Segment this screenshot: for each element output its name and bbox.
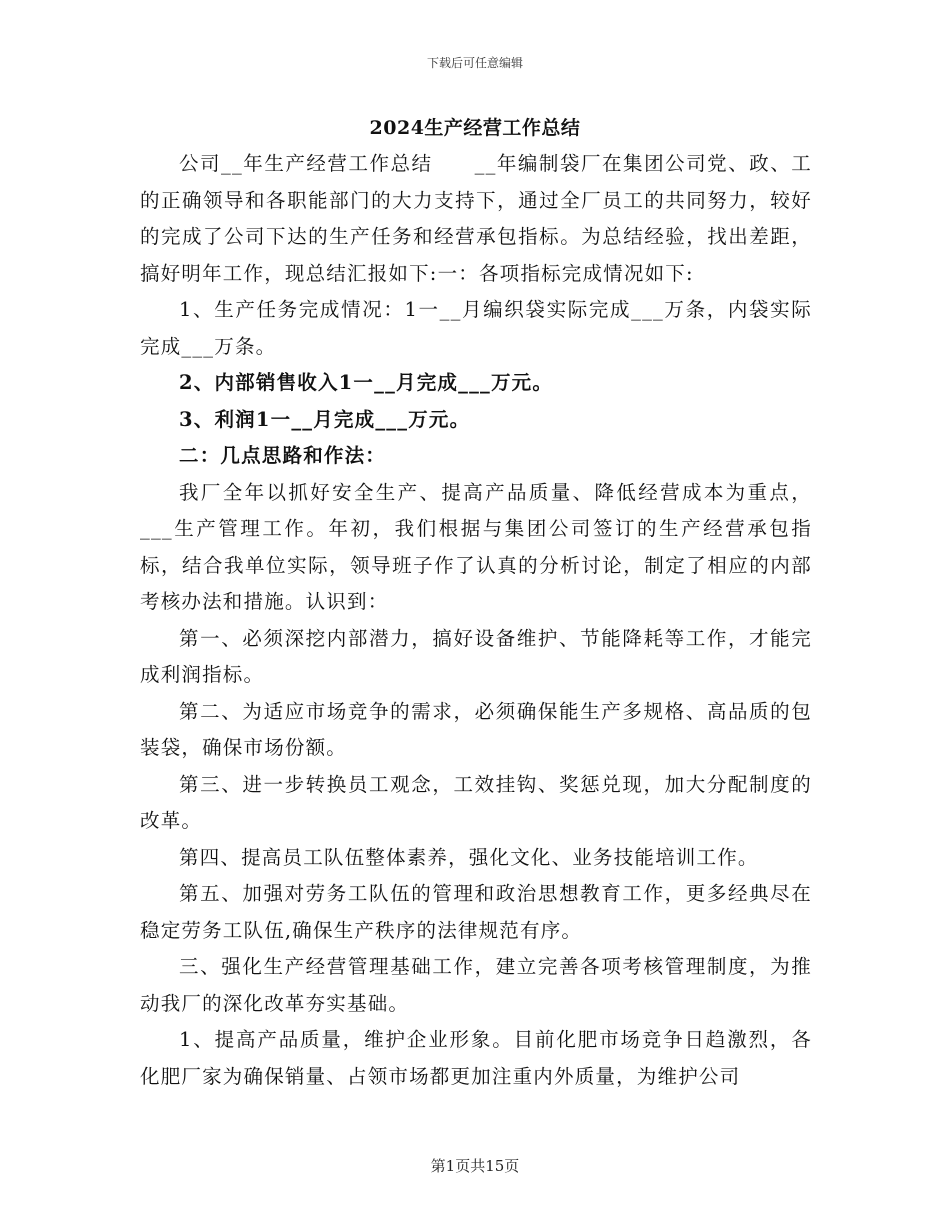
document-body [140, 146, 812, 1095]
paragraph: 1、提高产品质量，维护企业形象。目前化肥市场竞争日趋激烈，各化肥厂家为确保销量、占领市场都更加注重内外质量，为维护公司 [140, 1028, 812, 1088]
page-number: 第1页共15页 [430, 1157, 520, 1175]
paragraph: 第三、进一步转换员工观念，工效挂钩、奖惩兑现，加大分配制度的改革。 [140, 772, 812, 832]
paragraph: 1、生产任务完成情况：1一__月编织袋实际完成___万条，内袋实际完成___万条。 [140, 298, 812, 358]
header-note: 下载后可任意编辑 [426, 56, 523, 70]
paragraph: 第二、为适应市场竞争的需求，必须确保能生产多规格、高品质的包装袋，确保市场份额。 [140, 699, 812, 759]
document-title: 2024生产经营工作总结 [369, 117, 581, 139]
paragraph: 3、利润1一__月完成___万元。 [179, 407, 471, 431]
paragraph: 我厂全年以抓好安全生产、提高产品质量、降低经营成本为重点，___生产管理工作。年初，我们根据与集团公司签订的生产经营承包指标，结合我单位实际，领导班子作了认真的分析讨论，制定了相应的内部考核办法和措施。认识到： [140, 480, 812, 613]
paragraph: 第五、加强对劳务工队伍的管理和政治思想教育工作，更多经典尽在稳定劳务工队伍,确保生产秩序的法律规范有序。 [140, 882, 812, 942]
paragraph: 公司__年生产经营工作总结 __年编制袋厂在集团公司党、政、工的正确领导和各职能部门的大力支持下，通过全厂员工的共同努力，较好的完成了公司下达的生产任务和经营承包指标。为总结经验，找出差距，搞好明年工作，现总结汇报如下:一：各项指标完成情况如下: [140, 152, 812, 285]
section-heading: 二：几点思路和作法： [179, 444, 387, 467]
paragraph: 第一、必须深挖内部潜力，搞好设备维护、节能降耗等工作，才能完成利润指标。 [140, 626, 812, 686]
paragraph: 2、内部销售收入1一__月完成___万元。 [179, 371, 554, 394]
paragraph: 第四、提高员工队伍整体素养，强化文化、业务技能培训工作。 [179, 845, 759, 869]
paragraph: 三、强化生产经营管理基础工作，建立完善各项考核管理制度，为推动我厂的深化改革夯实基础。 [140, 955, 812, 1015]
